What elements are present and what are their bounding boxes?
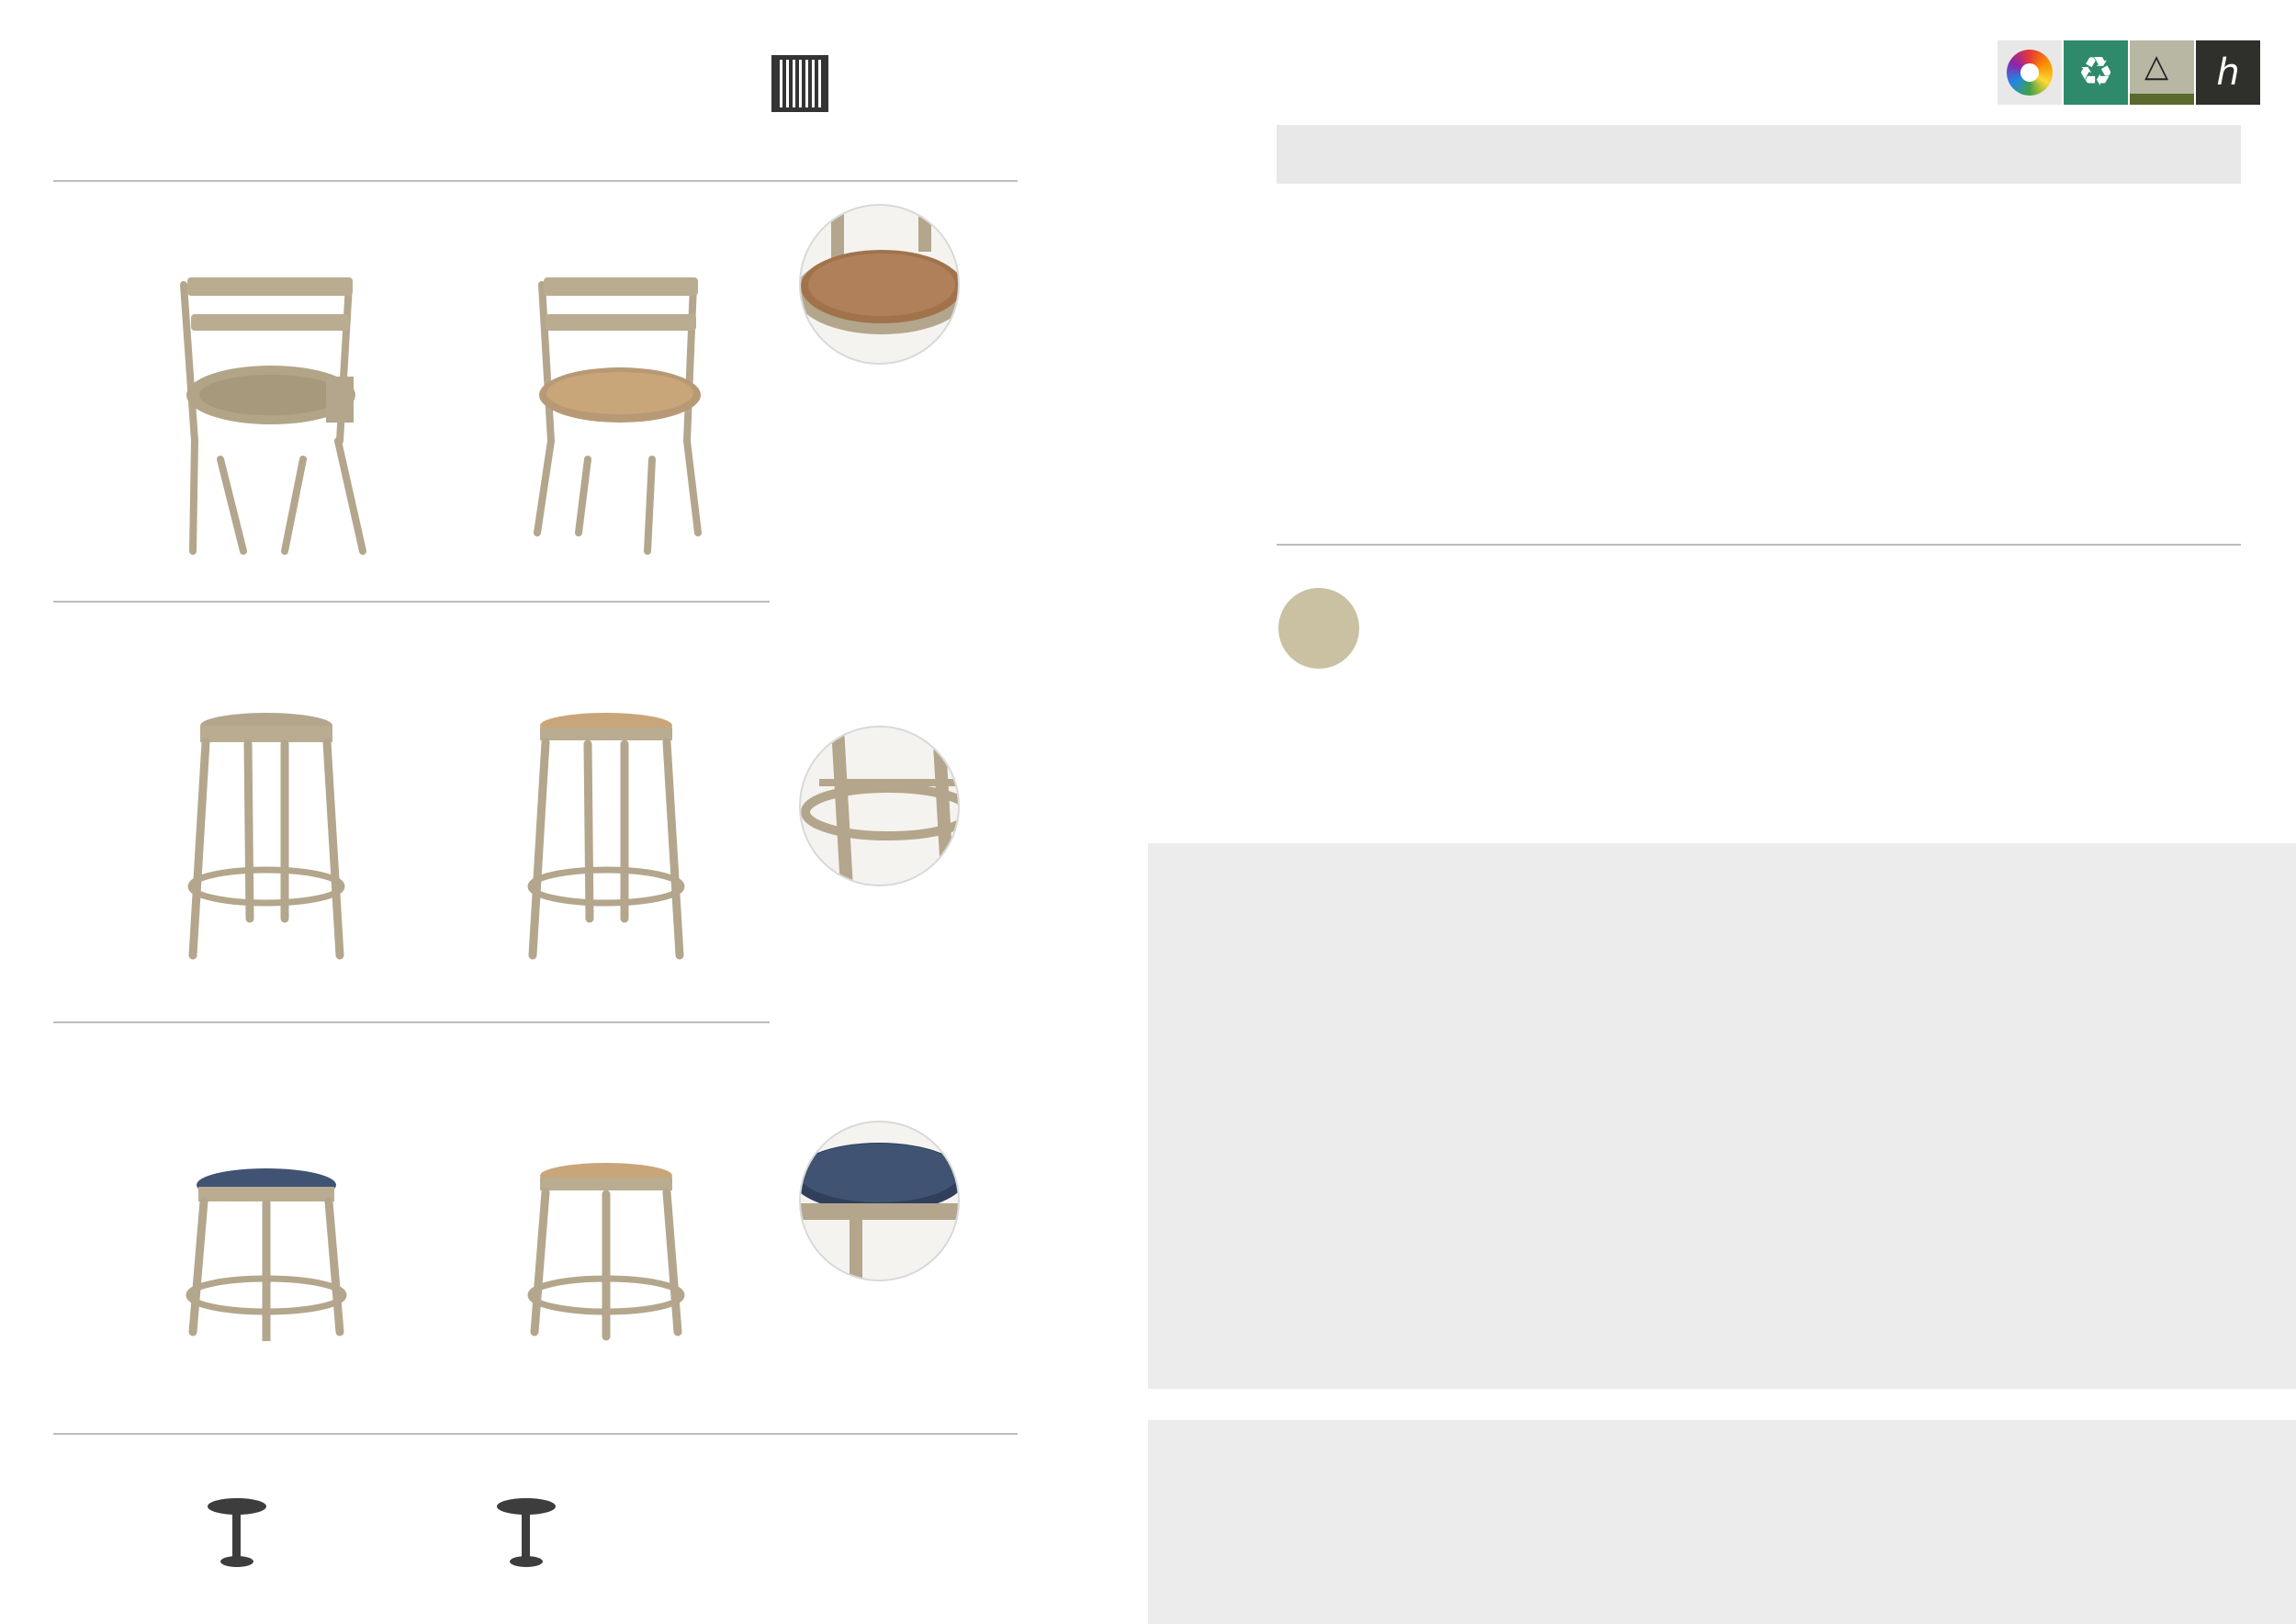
main-color-swatch[interactable] <box>1278 588 1359 669</box>
seat-table <box>1148 843 2296 1389</box>
footrest-detail-image <box>799 726 960 886</box>
color-wheel-badge <box>1998 40 2062 105</box>
chair-655-teak-image <box>514 257 735 560</box>
plus-box <box>1148 1420 2296 1624</box>
barstool-657-image <box>184 707 349 974</box>
teak-seat-detail-image <box>799 204 960 365</box>
products-table-header <box>1277 125 2241 184</box>
chair-655-image <box>165 257 386 560</box>
table-902-image <box>496 1497 560 1571</box>
table-900-image <box>207 1497 271 1571</box>
cushion-detail-image <box>799 1121 960 1281</box>
qr-code[interactable] <box>771 55 828 112</box>
steel-recycle-badge: △ <box>2130 40 2194 105</box>
recycle-icon: ♻ <box>2064 40 2128 105</box>
chair-icon: ℎ <box>2196 40 2260 105</box>
barstool-657-teak-image <box>523 707 689 974</box>
dining-stool-658-cushion-image <box>184 1167 349 1341</box>
dining-stool-658-teak-image <box>523 1157 689 1341</box>
